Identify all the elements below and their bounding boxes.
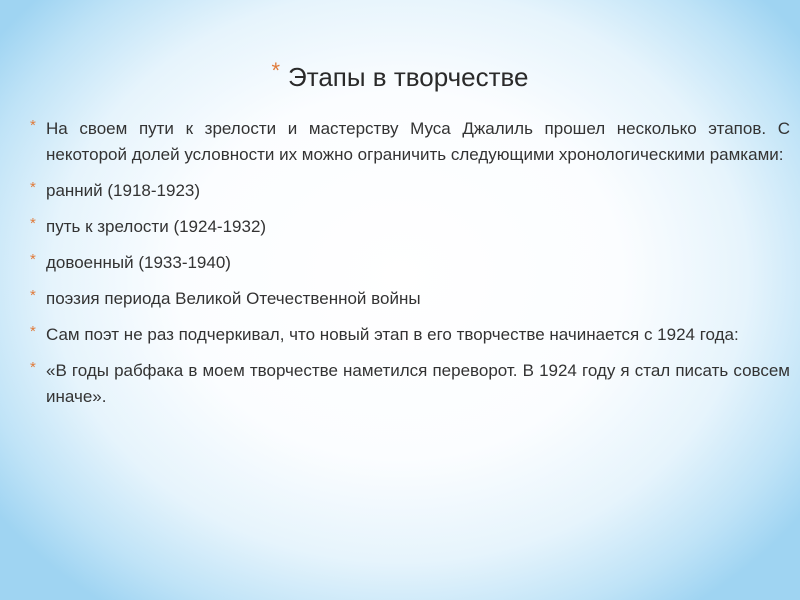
bullet-icon: * (30, 323, 36, 340)
list-item-text: «В годы рабфака в моем творчестве наметился переворот. В 1924 году я стал писать совсем иначе». (46, 361, 790, 406)
bullet-icon: * (30, 179, 36, 196)
list-item (30, 322, 790, 348)
title-bullet-icon: * (271, 58, 281, 83)
list-item (30, 286, 790, 312)
list-item-text: Сам поэт не раз подчеркивал, что новый этап в его творчестве начинается с 1924 года: (46, 325, 739, 344)
list-item-text: путь к зрелости (1924-1932) (46, 217, 267, 236)
list-item (30, 116, 790, 168)
list-item (30, 214, 790, 240)
slide-title-row (0, 58, 800, 93)
bullet-icon: * (30, 359, 36, 376)
list-item (30, 358, 790, 410)
list-item-text: ранний (1918-1923) (46, 181, 201, 200)
bullet-icon: * (30, 117, 36, 134)
list-item-text: довоенный (1933-1940) (46, 253, 231, 272)
list-item (30, 250, 790, 276)
bullet-icon: * (30, 215, 36, 232)
list-item (30, 178, 790, 204)
bullet-list (30, 116, 790, 420)
bullet-icon: * (30, 287, 36, 304)
list-item-text: На своем пути к зрелости и мастерству Муса Джалиль прошел несколько этапов. С некоторой долей условности их можно ограничить следующими хронологическими рамками: (46, 119, 790, 164)
list-item-text: поэзия периода Великой Отечественной войны (46, 289, 421, 308)
slide-title: Этапы в творчестве (288, 62, 529, 92)
bullet-icon: * (30, 251, 36, 268)
